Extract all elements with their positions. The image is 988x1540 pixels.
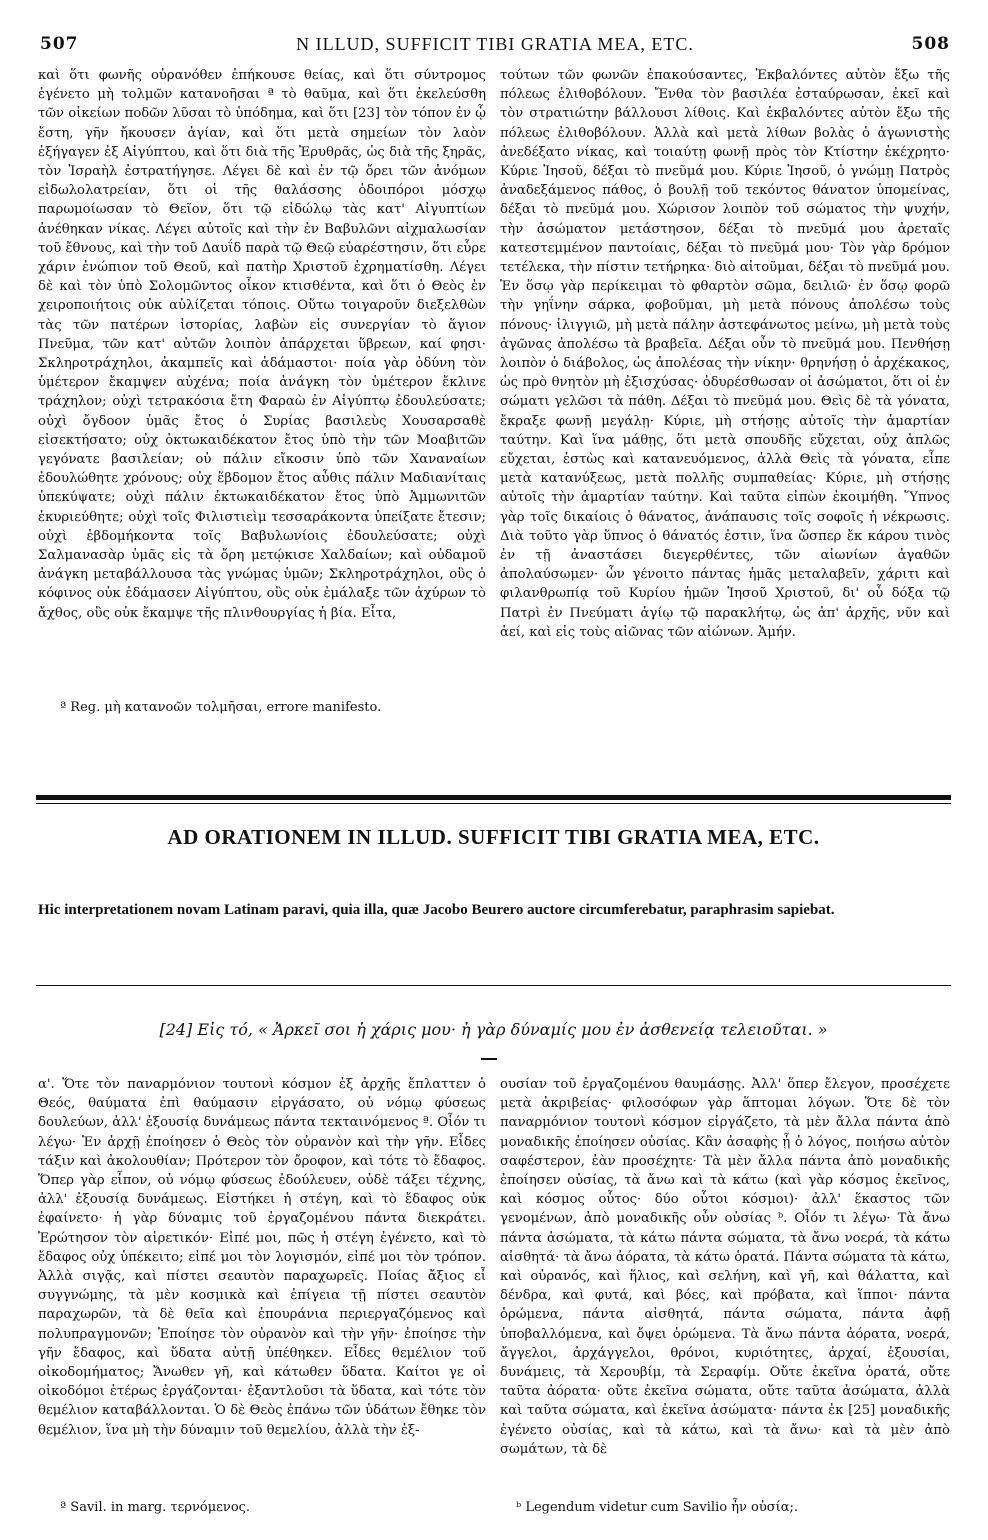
footnote-a-bottom: ª Savil. in marg. τερνόμενος. xyxy=(60,1500,251,1515)
top-right-column xyxy=(500,66,950,642)
intro-divider xyxy=(36,985,951,986)
top-left-paragraph: καὶ ὅτι φωνῆς οὐρανόθεν ἐπήκουσε θείας, καὶ ὅτι σύντρομος ἐγένετο μὴ τολμῶν κατανοῆσαι ª τὸ θαῦμα, καὶ ὅτι ἐκελεύσθη τῶν οἰκείων ποδῶν λῦσαι τὸ ὑπόδημα, καὶ ὅτι [23] τὸν τόπον ἐν ᾧ ἔστη, γῆν ἤκουσεν ἁγίαν, καὶ ὅτι μετὰ σημείων τὸν λαὸν ἐξήγαγεν ἐξ Αἰγύπτου, καὶ ὅτι διὰ τῆς Ἐρυθρᾶς, ὡς διὰ τῆς ξηρᾶς, τὸν Ἰσραὴλ ἐστρατήγησε. Λέγει δὲ καὶ ἐν τῷ ὄρει τῶν ἀνόμων εἰδωλολατρείαν, ὅτι οἱ τῆς θαλάσσης ὁδοιπόροι μόσχῳ παρωμοίωσαν τὸ Θεῖον, ὅτι τῷ εἰδώλῳ τὰς κατ' Αἰγυπτίων ἀνέθηκαν νίκας. Λέγει αὐτοῖς καὶ τὴν ἐν Βαβυλῶνι αἰχμαλωσίαν τοῦ ἔθνους, καὶ τὴν τοῦ Δαυΐδ παρὰ τῷ Θεῷ εὐαρέστησιν, ὅτι εὗρε χάριν ἐνώπιον τοῦ Θεοῦ, καὶ πατὴρ Χριστοῦ ἐχρηματίσθη. Λέγει δὲ καὶ τὸν ὑπὸ Σολομῶντος οἶκον κτισθέντα, καὶ ὅτι ὁ Θεὸς ἐν χειροποιήτοις οὐκ αὐλίζεται τόποις. Οὕτω τοιγαροῦν διεξελθὼν τὰς τῶν πατέρων ἱστορίας, λαβὼν εἰς συνεργίαν τὸ ἅγιον Πνεῦμα, τῶν κατ' αὐτῶν λοιπὸν ἀπάρχεται ὕβρεων, καί φησι· Σκληροτράχηλοι, ἀκαμπεῖς καὶ ἀδάμαστοι· ποία γὰρ ὀδύνη τὸν ὑμέτερον ἔκαμψεν αὐχένα; ποία ἀνάγκη τὸν ὑμέτερον ἔκλινε τράχηλον; οὐχὶ τετρακόσια ἔτη Φαραὼ ἐν Αἰγύπτῳ ἐδουλεύσατε; οὐχὶ ὄγδοον ὑμᾶς ἔτος ὁ Συρίας βασιλεὺς Χουσαρσαθὲ εἰσεκτήσατο; οὐχ ὀκτωκαιδέκατον ἔτος ὑπὸ τὴν τῶν Μοαβιτῶν γεγόνατε βασιλείαν; οὐ πάλιν εἴκοσιν ὑπὸ τῶν Χαναναίων ἐδουλώθητε χρόνους; οὐχ ἕβδομον ἔτος αὖθις πάλιν Μαδιανίταις ὑπεκύψατε; οὐχὶ πάλιν ἐκτωκαιδέκατον ἔτος ὑπὸ Ἀμμωνιτῶν ἐκυριεύθητε; οὐχὶ τοῖς Φιλιστιεὶμ τεσσαράκοντα ὑπείξατε ἔτεσιν; οὐχὶ ἑβδομήκοντα τοῖς Βαβυλωνίοις ἐδουλεύσατε; οὐχὶ Σαλμανασὰρ ὑμᾶς εἰς τὰ ὄρη μετῴκισε Χαλδαίων; καὶ οὐδαμοῦ ἀνάγκη μεταβάλλουσα τὰς γνώμας ὑμῶν; Σκληροτράχηλοι, οὓς ὁ κόφινος οὐκ ἐδάμασεν Αἰγύπτου, οὓς οὐκ ἐμάλαξε τῶν ἀχύρων τὸ ἄχθος, οὓς οὐκ ἔκαμψε τῆς πλινθουργίας ἡ βία. Εἶτα, xyxy=(38,68,486,621)
scripture-quote: [24] Εἰς τό, « Ἀρκεῖ σοι ἡ χάρις μου· ἡ γὰρ δύναμίς μου ἐν ἀσθενείᾳ τελειοῦται. » xyxy=(159,1020,828,1039)
footnote-a-top: ª Reg. μὴ κατανοῶν τολμῆσαι, errore manifesto. xyxy=(60,700,382,715)
page-header xyxy=(36,34,954,58)
section-title: AD ORATIONEM IN ILLUD. SUFFICIT TIBI GRATIA MEA, ETC. xyxy=(167,825,820,849)
ornamental-dash xyxy=(481,1058,497,1060)
top-right-paragraph: τούτων τῶν φωνῶν ἐπακούσαντες, Ἐκβαλόντες αὐτὸν ἔξω τῆς πόλεως ἐλιθοβόλουν. Ἔνθα τὸν βασιλέα ἐσταύρωσαν, ἐκεῖ καὶ τὸν στρατιώτην βάλλουσι λίθοις. Καὶ ἐκβαλόντες αὐτὸν ἔξω τῆς πόλεως ἐλιθοβόλουν. Ἀλλὰ καὶ μετὰ λίθων βολὰς ὁ ἀγωνιστὴς ἀνεδέξατο νίκας, καὶ τοιαύτῃ φωνῇ πρὸς τὸν Κτίστην ἐκέχρητο· Κύριε Ἰησοῦ, δέξαι τὸ πνεῦμά μου. Κύριε Ἰησοῦ, ὁ γνώμῃ Πατρὸς ἀναδεξάμενος πάθος, ὁ βουλῇ τοῦ τεκόντος θάνατον ὑπομείνας, δέξαι τὸ πνεῦμά μου. Χώρισον λοιπὸν τοῦ σώματος τὴν ψυχήν, τὴν ἀσώματον μετάστησον, δέξαι τὸ πνεῦμά μου ἀρεταῖς κατεστεμμένον παντοίαις, δέξαι τὸ πνεῦμά μου· Τὸν γὰρ δρόμον τετέλεκα, τὴν πίστιν τετήρηκα· διὸ αἰτοῦμαι, δέξαι τὸ πνεῦμά μου. Ἐν ὅσῳ γὰρ περίκειμαι τὸ φθαρτὸν σῶμα, δειλιῶ· ἐν ὅσῳ φορῶ τὴν γηΐνην σάρκα, φοβοῦμαι, μὴ μετὰ πόνους ἀπολέσω τοὺς πόνους· ἰλιγγιῶ, μὴ μετὰ πάλην ἀστεφάνωτος μείνω, μὴ μετὰ τοὺς ἀγῶνας ἀπολέσω τὰ βραβεῖα. Δέξαι οὖν τὸ πνεῦμά μου. Πενθήσῃ λοιπὸν ὁ διάβολος, ὡς ἀπολέσας τὴν νίκην· θρηνήσῃ ὁ ἀρχέκακος, ὡς πρὸ θνητὸν μὴ ἐξισχύσας· ὀδυρέσθωσαν οἱ ἀσώματοι, ὅτι οἱ ἐν σώματι γελῶσι τὰ πάθη. Δέξαι τὸ πνεῦμά μου. Θεὶς δὲ τὰ γόνατα, ἔκραξε φωνῇ μεγάλῃ· Κύριε, μὴ στήσῃς αὐτοῖς τὴν ἁμαρτίαν ταύτην. Καὶ ἵνα μάθῃς, ὅτι μετὰ σπουδῆς εὔχεται, οὐχ ἁπλῶς εὔχεται, ἑστὼς καὶ κατανευόμενος, ἀλλὰ Θεὶς τὰ γόνατα, εἶπε μετὰ κατανύξεως, μετὰ πολλῆς συμπαθείας· Κύριε, μὴ στήσῃς αὐτοῖς τὴν ἁμαρτίαν ταύτην. Καὶ ταῦτα εἰπὼν ἐκοιμήθη. Ὕπνος γὰρ τοῖς δικαίοις ὁ θάνατος, ἀνάπαυσις τοῖς σοφοῖς ἡ νέκρωσις. Διὰ τοῦτο γὰρ ὕπνος ὁ θάνατός ἐστιν, ἵνα ὥσπερ ἔκ κάρου τινὸς ἐν τῇ ἀναστάσει διεγερθέντες, τῶν αἰωνίων ἀγαθῶν ἀπολαύσωμεν· ὧν γένοιτο πάντας ἡμᾶς μεταλαβεῖν, χάριτι καὶ φιλανθρωπίᾳ τοῦ Κυρίου ἡμῶν Ἰησοῦ Χριστοῦ, δι' οὗ δόξα τῷ Πατρὶ ἐν Πνεύματι ἁγίῳ τῷ παρακλήτῳ, ὡς ἀπ' ἀρχῆς, νῦν καὶ ἀεί, καὶ εἰς τοὺς αἰῶνας τῶν αἰώνων. Ἀμήν. xyxy=(500,68,950,640)
bottom-right-paragraph: ουσίαν τοῦ ἐργαζομένου θαυμάσῃς. Ἀλλ' ὅπερ ἔλεγον, προσέχετε μετὰ ἀκριβείας· φιλοσόφων γὰρ ἅπτομαι λόγων. Ὅτε δὲ τὸν παναρμόνιον τουτονὶ κόσμον εἰργάζετο, τὰ μὲν ἄλλα πάντα ἀπὸ μοναδικῆς ἐποίησεν οὐσίας. Κἂν ἀσαφὴς ᾖ ὁ λόγος, ποιήσω αὐτὸν σαφέστερον, ἐὰν προσέχητε· Τὰ μὲν ἄλλα πάντα ἀπὸ μοναδικῆς ἐποίησεν οὐσίας, τὰ ἄνω καὶ τὰ κάτω (καὶ γὰρ κόσμος ἐκεῖνος, καὶ κόσμος οὗτος· δύο οὗτοι κόσμοι)· ἀλλ' ἕκαστος τῶν γενομένων, ἀπὸ μοναδικῆς οὖν οὐσίας ᵇ. Οἷόν τι λέγω· Τὰ ἄνω πάντα ἀσώματα, τὰ κάτω πάντα σώματα, τὰ ἄνω νοερά, τὰ κάτω αἰσθητά· τὰ ἄνω ἀόρατα, τὰ κάτω ὁρατά. Πάντα σώματα τὰ κάτω, καὶ οὐρανός, καὶ ἥλιος, καὶ σελήνη, καὶ γῆ, καὶ θάλαττα, καὶ δένδρα, καὶ φυτά, καὶ βόες, καὶ πρόβατα, καὶ ἵπποι· πάντα ὁρώμενα, πάντα αἰσθητά, πάντα σώματα, πάντα ἀφῇ ὑποβαλλόμενα, καὶ ὄψει ὁρώμενα. Τὰ ἄνω πάντα ἀόρατα, νοερά, ἄγγελοι, ἀρχάγγελοι, θρόνοι, κυριότητες, ἀρχαί, ἐξουσίαι, δυνάμεις, τὰ Χερουβίμ, τὰ Σεραφίμ. Οὔτε ἐκεῖνα ὁρατά, οὔτε ταῦτα ἀόρατα· οὔτε ἐκεῖνα σώματα, οὔτε ταῦτα ἀσώματα, ἀλλὰ καὶ ταῦτα σώματα, καὶ ἐκεῖνα ἀσώματα· πάντα ἐκ [25] μοναδικῆς ἐγένετο οὐσίας, καὶ τὰ κάτω, καὶ τὰ ἄνω· καὶ τὰ μὲν ἀπὸ σωμάτων, τὰ δὲ xyxy=(500,1077,950,1457)
page-number-right: 508 xyxy=(911,34,950,54)
bottom-left-paragraph: α'. Ὅτε τὸν παναρμόνιον τουτονὶ κόσμον ἐξ ἀρχῆς ἔπλαττεν ὁ Θεός, θαύματα ἐπὶ θαύμασιν εἰργάσατο, οὐ νόμῳ φύσεως δουλεύων, ἀλλ' ἐξουσίᾳ δυνάμεως πάντα τεκταινόμενος ª. Οἷόν τι λέγω· Ἐν ἀρχῇ ἐποίησεν ὁ Θεὸς τὸν οὐρανὸν καὶ τὴν γῆν. Εἶδες τάξιν καὶ ἀκολουθίαν; Πρότερον τὸν ὄροφον, καὶ τότε τὸ ἔδαφος. Ὅπερ γὰρ εἶπον, οὐ νόμῳ φύσεως ἐδούλευεν, οὐδὲ τάξει τέχνης, ἀλλ' ἐξουσίᾳ δυνάμεως. Εἰστήκει ἡ στέγη, καὶ τὸ ἔδαφος οὐκ ἐφαίνετο· ἡ γὰρ δύναμις τοῦ ἐργαζομένου πάντα διεκράτει. Ἐρώτησον τὸν αἱρετικόν· Εἰπέ μοι, πῶς ἡ στέγη ἐγένετο, καὶ τὸ ἔδαφος οὐχ ὑπέκειτο; εἰπέ μοι τὸν λογισμόν, εἰπέ μοι τὸν τρόπον. Ἀλλὰ σιγᾷς, καὶ πίστει σεαυτὸν παραχωρεῖς. Ποίας ἄξιος εἶ συγγνώμης, τὰ μὲν κοσμικὰ καὶ ἐπίγεια τῇ πίστει σεαυτὸν παραχωρῶν, τὰ δὲ θεῖα καὶ ἐπουράνια περιεργαζόμενος καὶ πολυπραγμονῶν; Ἐποίησε τὸν οὐρανὸν καὶ τὴν γῆν· ἐποίησε τὴν γῆν ἔδαφος, καὶ ὕδατα αὐτῇ ὑπέθηκεν. Εἶδες θεμέλιον τοῦ οἰκοδομήματος; Ἄνωθεν γῆ, καὶ κάτωθεν ὕδατα. Καίτοι γε οἱ οἰκοδόμοι ἑτέρως ἐργάζονται· ἐξαντλοῦσι τὰ ὕδατα, καὶ τότε τὸν θεμέλιον καταβάλλονται. Ὁ δὲ Θεὸς ἐπάνω τῶν ὑδάτων ἔθηκε τὸν θεμέλιον, ἵνα μὴ τὴν δύναμιν τοῦ θεμελίου, ἀλλὰ τὴν ἐξ- xyxy=(38,1077,486,1438)
intro-note: Hic interpretationem novam Latinam paravi, quia illa, quæ Jacobo Beurero auctore circumferebatur, paraphrasim sapiebat. xyxy=(38,902,835,918)
footnote-b-bottom: ᵇ Legendum videtur cum Savilio ἦν οὐσία;. xyxy=(516,1500,799,1515)
page-number-left: 507 xyxy=(40,34,79,54)
section-divider-thin xyxy=(36,803,951,804)
bottom-left-column xyxy=(38,1075,486,1440)
section-divider-thick xyxy=(36,795,951,800)
running-title: N ILLUD, SUFFICIT TIBI GRATIA MEA, ETC. xyxy=(296,34,694,54)
bottom-right-column xyxy=(500,1075,950,1459)
top-left-column xyxy=(38,66,486,623)
